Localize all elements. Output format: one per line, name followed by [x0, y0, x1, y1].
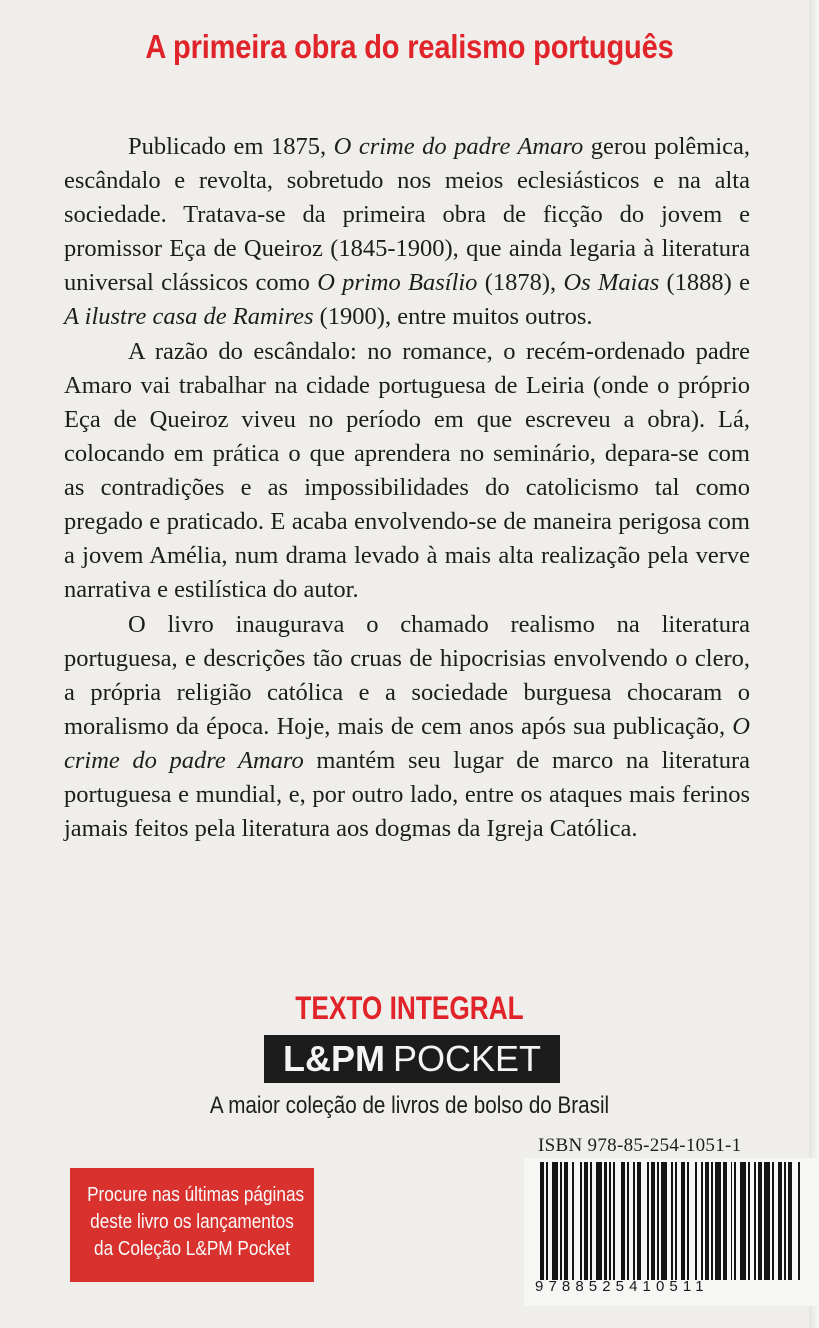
text-run: (1888) e [659, 269, 751, 296]
isbn: ISBN 978-85-254-1051-1 [538, 1135, 742, 1156]
text-run: gerou polêmica, escândalo e revolta, sobretudo nos meios eclesiásticos e na alta sociedade. Tratava-se da primeira obra de ficção do jovem e promissor Eça de Queiroz (1845-1900), que ainda legaria à literatura universal clássicos como [64, 133, 751, 296]
barcode [540, 1162, 802, 1280]
paragraph [64, 608, 750, 846]
promo-line: da Coleção L&PM Pocket [94, 1238, 290, 1260]
logo-product: POCKET [392, 1038, 542, 1079]
barcode-gap [800, 1162, 802, 1280]
text-run: O livro inaugurava o chamado realismo na literatura portuguesa, e descrições tão cruas de hipocrisias envolvendo o clero, a própria religião católica e a sociedade burguesa chocaram o moralismo da época. Hoje, mais de cem anos após sua publicação, [64, 611, 750, 740]
texto-integral-label: TEXTO INTEGRAL [295, 990, 524, 1026]
text-run: (1900), entre muitos outros. [313, 303, 593, 330]
book-title: O crime do padre Amaro [64, 713, 750, 774]
lpm-pocket-logo [264, 1035, 560, 1083]
headline: A primeira obra do realismo português [145, 28, 674, 65]
promo-line: deste livro os lançamentos [90, 1211, 294, 1233]
promo-line: Procure nas últimas páginas [87, 1184, 305, 1206]
text-run: A razão do escândalo: no romance, o recém-ordenado padre Amaro vai trabalhar na cidade portuguesa de Leiria (onde o próprio Eça de Queiroz viveu no período em que escreveu a obra). Lá, colocando em prática o que aprendera no seminário, depara-se com as contradições e as impossibilidades do catolicismo tal como pregado e praticado. E acaba envolvendo-se de maneira perigosa com a jovem Amélia, num drama levado à mais alta realização pela verve narrativa e estilística do autor. [64, 338, 750, 603]
book-title: A ilustre casa de Ramires [64, 303, 314, 330]
paragraph [64, 130, 750, 334]
text-run: mantém seu lugar de marco na literatura portuguesa e mundial, e, por outro lado, entre os ataques mais ferinos jamais feitos pela literatura aos dogmas da Igreja Católica. [64, 747, 750, 842]
text-run: Publicado em 1875, [128, 133, 334, 160]
barcode-digits: 9788525410511 [535, 1278, 709, 1295]
text-run: (1878), [477, 269, 564, 296]
paragraph [64, 335, 750, 607]
logo-brand: L&PM [282, 1038, 385, 1079]
book-title: Os Maias [563, 269, 660, 296]
book-title: O crime do padre Amaro [333, 133, 584, 160]
cover-edge [809, 0, 819, 1328]
promo-box [70, 1168, 314, 1282]
slogan: A maior coleção de livros de bolso do Brasil [209, 1092, 610, 1119]
book-title: O primo Basílio [317, 269, 478, 296]
synopsis-text [64, 130, 750, 846]
